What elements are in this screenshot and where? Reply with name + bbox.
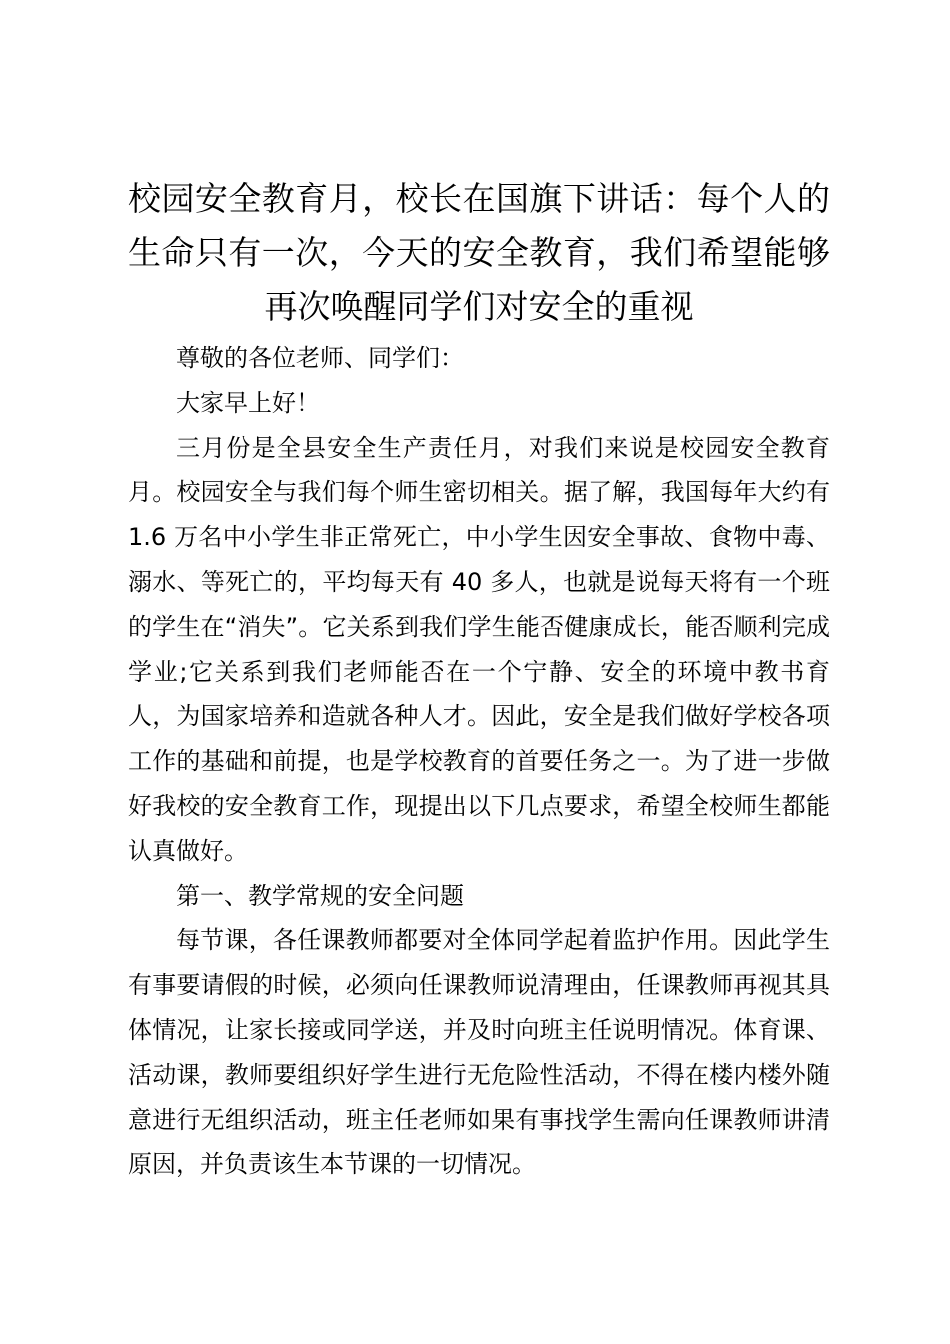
greeting: 大家早上好！ xyxy=(176,388,320,417)
paragraph-intro: 三月份是全县安全生产责任月，对我们来说是校园安全教育月。校园安全与我们每个师生密切相关。据了解，我国每年大约有 1.6 万名中小学生非正常死亡，中小学生因安全事故、食物中毒、溺水、等死亡的，平均每天有 40 多人，也就是说每天将有一个班的学生在“消失”。它关系到我们学生能否健康成长，能否顺利完成学业;它关系到我们老师能否在一个宁静、安全的环境中教书育人，为国家培养和造就各种人才。因此，安全是我们做好学校各项工作的基础和前提，也是学校教育的首要任务之一。为了进一步做好我校的安全教育工作，现提出以下几点要求，希望全校师生都能认真做好。 xyxy=(128,433,830,865)
document-title: 校园安全教育月，校长在国旗下讲话：每个人的生命只有一次，今天的安全教育，我们希望能够再次唤醒同学们对安全的重视 xyxy=(128,179,830,326)
salutation: 尊敬的各位老师、同学们： xyxy=(176,344,464,372)
section-heading-1: 第一、教学常规的安全问题 xyxy=(176,881,464,910)
document-body xyxy=(128,172,830,1187)
paragraph-section-1: 每节课，各任课教师都要对全体同学起着监护作用。因此学生有事要请假的时候，必须向任课教师说清理由，任课教师再视其具体情况，让家长接或同学送，并及时向班主任说明情况。体育课、活动课，教师要组织好学生进行无危险性活动，不得在楼内楼外随意进行无组织活动，班主任老师如果有事找学生需向任课教师讲清原因，并负责该生本节课的一切情况。 xyxy=(128,926,830,1179)
